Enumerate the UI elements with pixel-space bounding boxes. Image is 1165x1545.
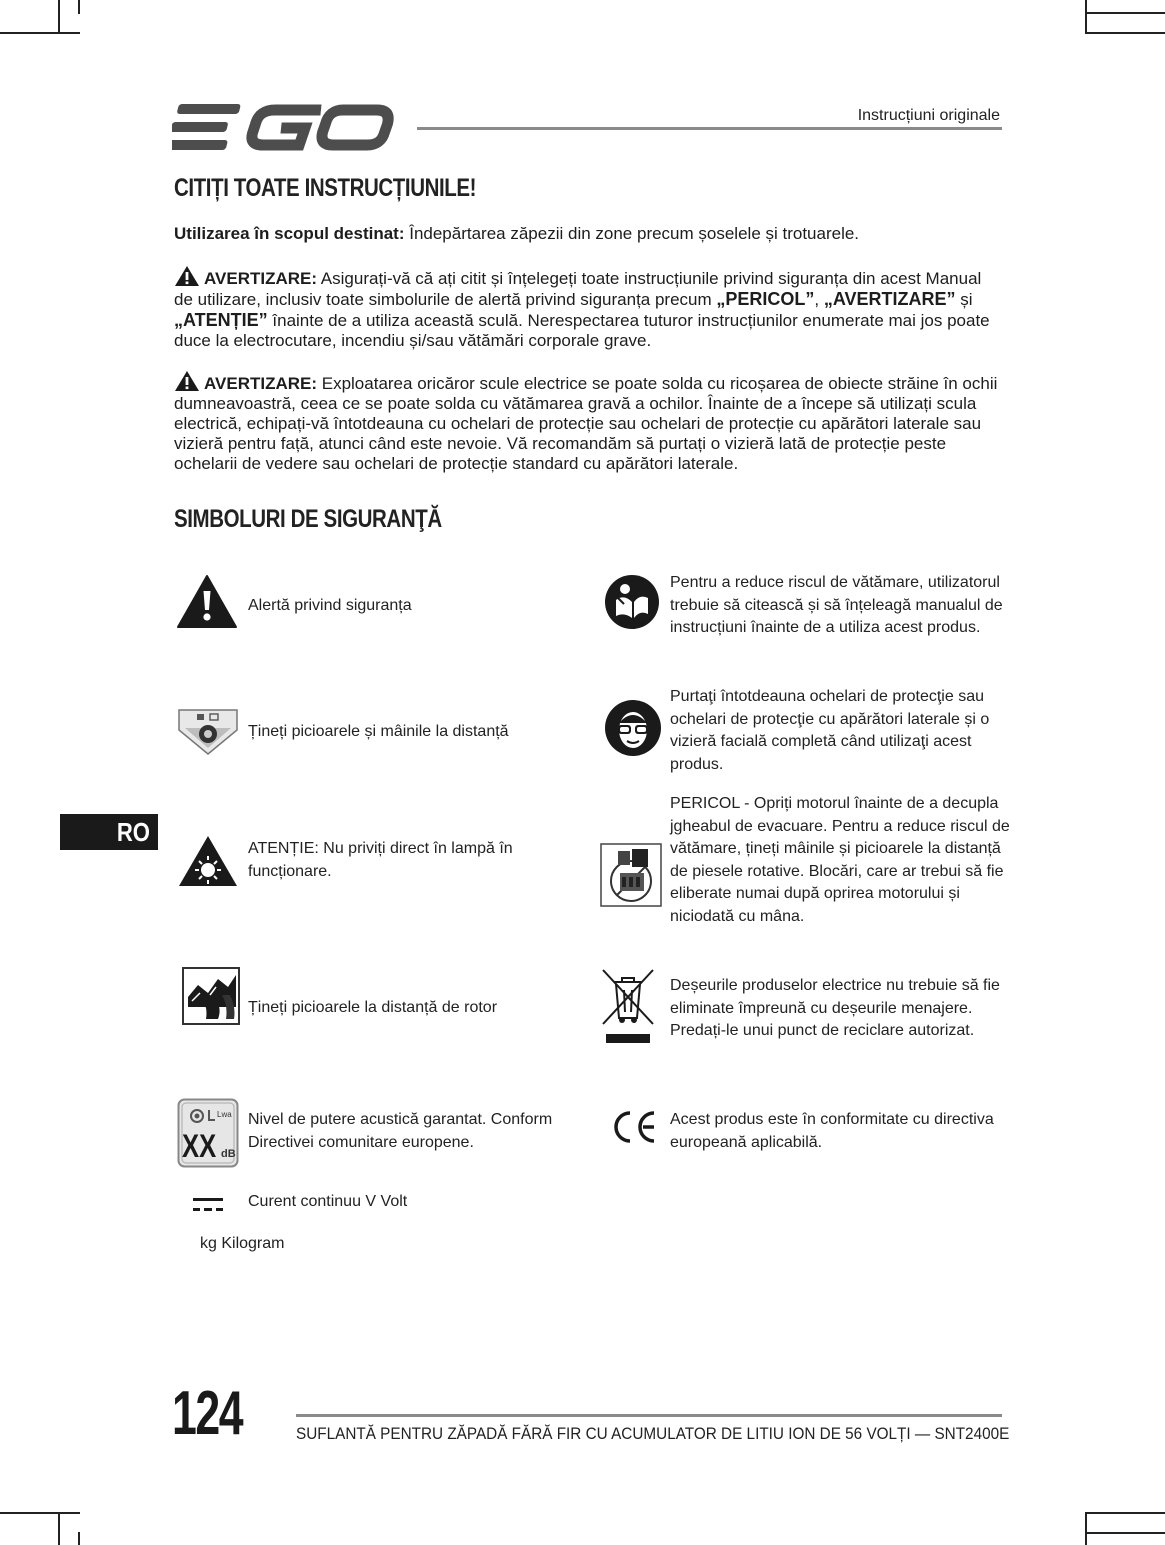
weee-bin-icon <box>600 968 656 1046</box>
warning1-sep2: și <box>955 290 973 309</box>
warning-block-2 <box>174 370 1004 474</box>
ego-logo <box>172 100 397 154</box>
symbol-label-ce: Acest produs este în conformitate cu directiva europeană aplicabilă. <box>670 1111 994 1151</box>
warning-block-1 <box>174 265 1004 351</box>
warning-triangle-icon <box>174 265 200 285</box>
symbol-label-read-manual: Pentru a reduce riscul de vătămare, utilizatorul trebuie să citească și să înțeleagă manualul de instrucțiuni înainte de a utiliza acest produs. <box>670 574 1003 636</box>
sound-power-level-icon <box>177 1098 239 1168</box>
keep-feet-away-rotor-icon <box>182 967 240 1025</box>
direct-current-icon <box>192 1196 224 1214</box>
header-label: Instrucțiuni originale <box>857 107 1000 124</box>
warning1-text-b: înainte de a utiliza această sculă. Nerespectarea tuturor instrucțiunilor enumerate mai jos poate duce la electrocutare, incendiu și/sau vătămări corporale grave. <box>174 311 990 350</box>
sound-badge-value: XX <box>182 1128 217 1164</box>
language-tab <box>60 814 158 850</box>
keyword-caution: „ATENȚIE” <box>174 310 268 330</box>
language-tab-label: RO <box>116 817 150 847</box>
symbol-label-keep-feet-away-rotor: Țineți picioarele la distanță de rotor <box>248 999 498 1016</box>
warning1-lead: AVERTIZARE: <box>204 269 318 288</box>
warning2-text: Exploatarea oricăror scule electrice se poate solda cu ricoșarea de obiecte străine în ochii dumneavoastră, ceea ce se poate solda cu vătămarea gravă a ochilor. Înainte de a începe să utilizați scula electrică, echipați-vă întotdeauna cu ochelari de protecție sau ochelari de protecție cu apărători laterale sau vizieră pentru față, atunci când este nevoie. Vă recomandăm să purtați o vizieră lată de protecție peste ochelarii de vedere sau ochelari de protecție standard cu apărători laterale. <box>174 374 998 473</box>
footer-product-title: SUFLANTĂ PENTRU ZĂPADĂ FĂRĂ FIR CU ACUMULATOR DE LITIU ION DE 56 VOLȚI — SNT2400E <box>296 1424 1010 1443</box>
symbol-label-safety-alert: Alertă privind siguranța <box>248 597 412 614</box>
danger-rotating-parts-icon <box>600 843 662 907</box>
symbol-label-keep-hands-feet-away: Țineți picioarele și mâinile la distanță <box>248 723 509 740</box>
symbol-label-direct-current: Curent continuu V Volt <box>248 1193 408 1210</box>
keyword-danger: „PERICOL” <box>716 289 815 309</box>
do-not-stare-lamp-icon <box>177 834 239 888</box>
header-rule <box>417 127 1002 130</box>
symbol-label-danger-rotating-parts: PERICOL - Opriți motorul înainte de a decupla jgheabul de evacuare. Pentru a reduce riscul de vătămare, țineți mâinile și picioarele la distanță de piesele rotative. Blocări, care ar trebui să fie eliberate numai după oprirea motorului și niciodată cu mâna. <box>670 795 1010 925</box>
sound-badge-unit: dB <box>221 1148 236 1160</box>
warning1-sep1: , <box>814 290 824 309</box>
safety-alert-icon <box>176 574 238 630</box>
read-manual-icon <box>604 574 660 630</box>
intended-use-lead: Utilizarea în scopul destinat: <box>174 224 405 243</box>
page-number: 124 <box>172 1379 243 1448</box>
warning2-lead: AVERTIZARE: <box>204 374 318 393</box>
sound-badge-lwa: Lwa <box>217 1110 232 1119</box>
warning1-text-a: Asigurați-vă că ați citit și înțelegeți toate instrucțiunile privind siguranța din acest Manual de utilizare, inclusiv toate simbolurile de alertă privind siguranța precum <box>174 269 982 309</box>
page-title: CITIȚI TOATE INSTRUCȚIUNILE! <box>174 174 477 202</box>
warning-triangle-icon <box>174 370 200 390</box>
keyword-warning: „AVERTIZARE” <box>823 289 956 309</box>
intended-use-text: Îndepărtarea zăpezii din zone precum șoselele și trotuarele. <box>404 224 860 243</box>
symbol-label-do-not-stare-lamp: ATENȚIE: Nu priviți direct în lampă în funcționare. <box>248 840 513 880</box>
keep-hands-feet-away-icon <box>177 708 239 756</box>
symbol-label-sound-power-level: Nivel de putere acustică garantat. Conform Directivei comunitare europene. <box>248 1111 553 1151</box>
kg-note: kg Kilogram <box>200 1235 285 1252</box>
footer-rule <box>296 1414 1002 1417</box>
symbols-title: SIMBOLURI DE SIGURANŢĂ <box>174 505 442 533</box>
symbol-label-wear-eye-protection: Purtaţi întotdeauna ochelari de protecţie sau ochelari de protecţie cu apărători laterale și o vizieră facială completă când utilizaţi acest produs. <box>670 688 990 773</box>
ce-mark-icon <box>610 1110 658 1144</box>
intended-use <box>174 224 1004 244</box>
wear-eye-protection-icon <box>604 699 662 757</box>
symbol-label-weee: Deșeurile produselor electrice nu trebuie să fie eliminate împreună cu deșeurile menajere. Predați-le unui punct de reciclare autorizat. <box>670 977 1000 1039</box>
